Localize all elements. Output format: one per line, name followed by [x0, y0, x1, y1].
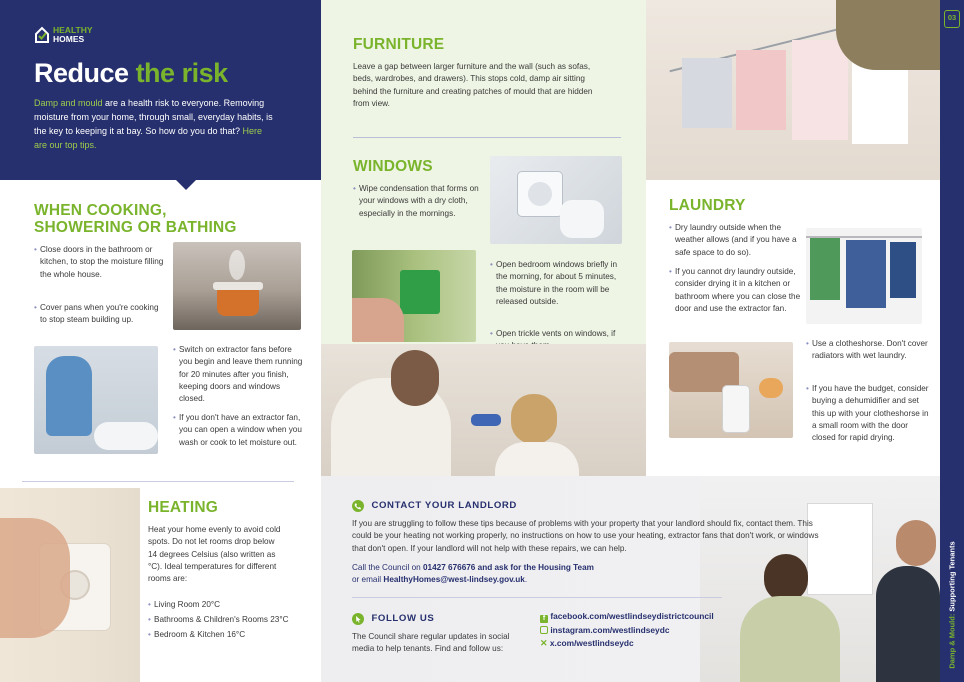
steaming-pan-photo	[173, 242, 301, 330]
intro-highlight1: Damp and mould	[34, 98, 103, 108]
instagram-icon	[540, 626, 548, 634]
x-icon: ✕	[540, 638, 548, 649]
side-tag-bold: Damp & Mould:	[947, 613, 957, 669]
follow-title: FOLLOW US	[371, 613, 435, 625]
furniture-text: Leave a gap between larger furniture and the wall (such as sofas, beds, wardrobes, and drawers). This stops cold, damp air sitting behind the furniture and creating patches of mould that are hidden from view.	[353, 62, 593, 108]
windows-tip-1: • Wipe condensation that forms on your windows with a dry cloth, especially in the mornings.	[353, 183, 483, 220]
contact-email-prefix: or email	[352, 575, 384, 584]
bottom-divider	[352, 597, 722, 598]
page-number: 03	[947, 13, 957, 22]
laundry-title: LAUNDRY	[669, 197, 746, 214]
cursor-click-icon	[352, 613, 364, 625]
house-check-icon	[34, 26, 50, 44]
cooking-tip-2: • Cover pans when you're cooking to stop steam building up.	[34, 302, 165, 327]
furniture-title: FURNITURE	[353, 36, 445, 53]
follow-heading	[352, 610, 434, 628]
follow-text: The Council share regular updates in social media to help tenants. Find and follow us:	[352, 632, 510, 654]
windows-tip-3: • Open trickle vents on windows, if	[490, 328, 628, 353]
intro-body: are a health risk to everyone. Removing moisture from your home, through small, everyday habits, is the key to keeping it at bay. So how do you do that?	[34, 98, 273, 136]
dehumidifier-photo	[669, 342, 793, 438]
cooking-title	[34, 202, 237, 236]
logo-line1: HEALTHY	[53, 25, 93, 35]
contact-email-link[interactable]: HealthyHomes@west-lindsey.gov.uk	[383, 575, 525, 584]
contact-heading	[352, 497, 517, 515]
heating-room-2: • Bathrooms & Children's Rooms 23°C	[148, 614, 314, 626]
contact-phone-line	[352, 562, 594, 574]
clotheshorse-photo	[806, 228, 922, 324]
facebook-link[interactable]	[540, 610, 714, 624]
extractor-fan-photo	[490, 156, 622, 244]
cooking-title-line1: WHEN COOKING,	[34, 202, 167, 219]
heating-room-3: • Bedroom & Kitchen 16°C	[148, 629, 314, 641]
phone-icon	[352, 500, 364, 512]
contact-text: If you are struggling to follow these tips because of problems with your property that your landlord should fix, contact them. This could be your heating not working properly, no instructions on how to use your heating, extractor fans that don't work, or windows that don't open. If your landlord will not help with these repairs, we can help.	[352, 519, 819, 553]
tenants-photo	[700, 476, 940, 682]
contact-email-suffix: .	[524, 575, 528, 584]
contact-title: CONTACT YOUR LANDLORD	[371, 500, 517, 512]
instagram-url: instagram.com/westlindseydc	[550, 624, 670, 635]
instagram-link[interactable]	[540, 624, 714, 638]
cooking-tip-4: • If you don't have an extractor fan, you can open a window when you wash or cook to let moisture out.	[173, 412, 307, 449]
laundry-tip-1: • Dry laundry outside when the weather allows (and if you have a safe space to do so).	[669, 222, 807, 259]
side-tag	[948, 541, 957, 668]
side-tag-rest: Supporting Tenants	[947, 541, 957, 614]
section-divider-middle	[353, 137, 621, 138]
social-links	[540, 610, 714, 651]
contact-email-line	[352, 574, 527, 586]
bathroom-photo	[34, 346, 158, 454]
intro-highlight2: Here are our top tips.	[34, 126, 262, 150]
x-link[interactable]	[540, 637, 714, 651]
logo-line2: HOMES	[53, 34, 85, 44]
title-part1: Reduce	[34, 58, 129, 88]
window-wiping-photo	[352, 250, 476, 342]
cooking-title-line2: SHOWERING OR BATHING	[34, 219, 237, 236]
cooking-tip-3: • Switch on extractor fans before you begin and leave them running for 20 minutes after you finish, keeping doors and windows closed.	[173, 344, 307, 405]
windows-title: WINDOWS	[353, 158, 433, 175]
page-title	[34, 58, 228, 89]
thermostat-photo	[0, 488, 140, 682]
facebook-url: facebook.com/westlindseydistrictcouncil	[550, 611, 714, 621]
laundry-tip-2: • If you cannot dry laundry outside, consider drying it in a kitchen or bathroom where you can close the door and use the extractor fan.	[669, 266, 807, 315]
intro-pointer	[174, 178, 198, 190]
laundry-tip-4: • If you have the budget, consider buying a dehumidifier and set this up with your clotheshorse in a small room with the door closed for rapid drying.	[806, 383, 932, 444]
section-divider-left	[22, 481, 294, 482]
heating-room-1: • Living Room 20°C	[148, 599, 314, 611]
laundry-tip-3: • Use a clotheshorse. Don't cover radiators with wet laundry.	[806, 338, 932, 363]
title-part2: the risk	[135, 58, 228, 88]
x-url: x.com/westlindseydc	[549, 638, 634, 649]
heating-text: Heat your home evenly to avoid cold spots. Do not let rooms drop below 14 degrees Celsius (also written as °C). Ideal temperatures for different rooms are:	[148, 525, 281, 584]
child-inhaler-photo	[321, 344, 646, 476]
contact-phone[interactable]: 01427 676676 and ask for the Housing Team	[423, 563, 594, 572]
intro-text	[34, 96, 274, 152]
heating-title: HEATING	[148, 499, 218, 516]
windows-tip-2: • Open bedroom windows briefly in the morning, for about 5 minutes, the moisture in the room will be released outside.	[490, 259, 628, 308]
drying-rack-photo	[646, 0, 940, 180]
contact-call-prefix: Call the Council on	[352, 563, 423, 572]
cooking-tip-1: • Close doors in the bathroom or kitchen, to stop the moisture filling the whole house.	[34, 244, 165, 281]
facebook-icon: f	[540, 615, 548, 623]
